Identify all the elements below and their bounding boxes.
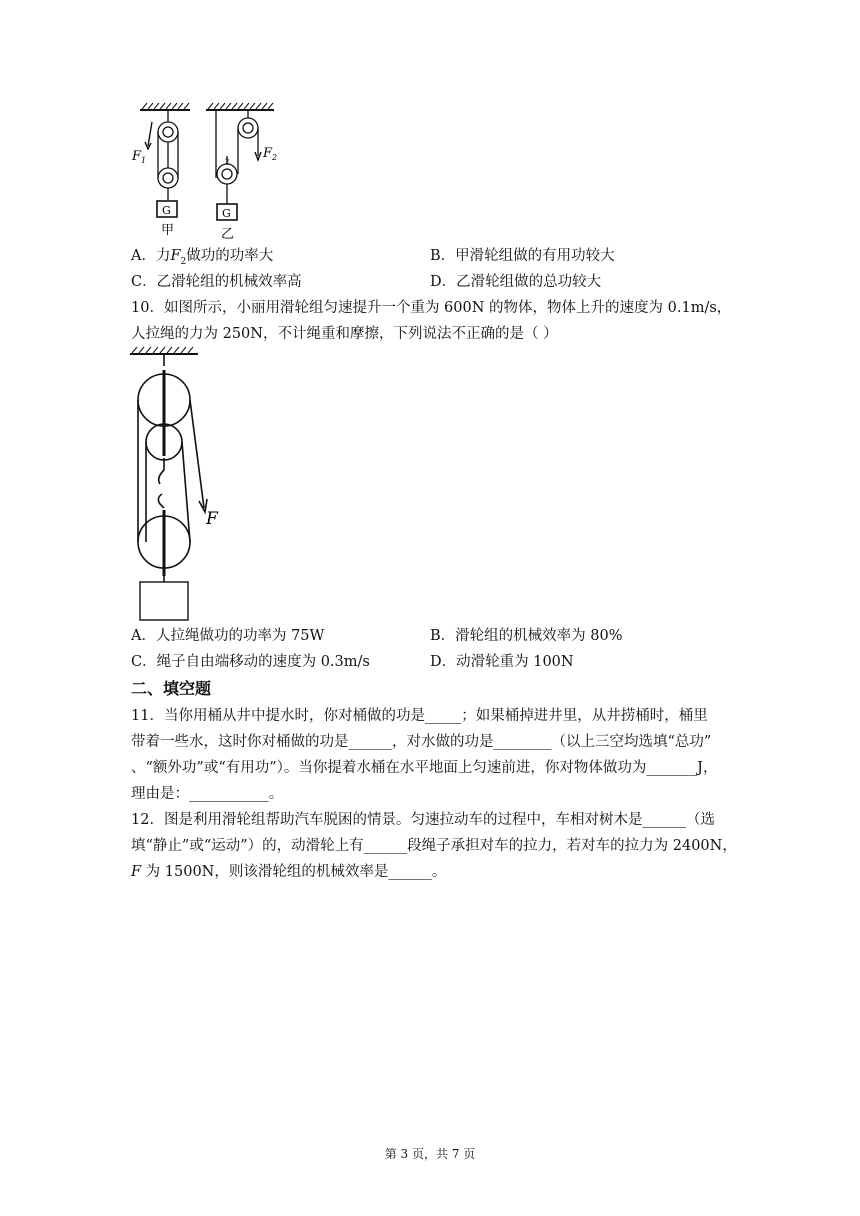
section-heading: 二、填空题: [131, 679, 212, 698]
q10-option-b: B．滑轮组的机械效率为 80%: [430, 628, 623, 644]
q11-line3: 、“额外功”或“有用功”）。当你提着水桶在水平地面上匀速前进，你对物体做功为_______J，: [131, 760, 718, 776]
q11-line1: 11．当你用桶从井中提水时，你对桶做的功是_____；如果桶掉进井里，从井捞桶时，桶里: [131, 708, 708, 724]
q10-option-d: D．动滑轮重为 100N: [430, 654, 574, 670]
q9-option-c: C．乙滑轮组的机械效率高: [131, 274, 302, 290]
q10-option-c: C．绳子自由端移动的速度为 0.3m/s: [131, 654, 370, 670]
left-pulley-system: [145, 110, 178, 217]
q10-ceiling: [130, 347, 198, 354]
weight-right-label: G: [222, 207, 231, 220]
q10-stem-line2: 人拉绳的力为 250N，不计绳重和摩擦，下列说法不正确的是（ ）: [131, 326, 558, 342]
q11-line4: 理由是：___________。: [131, 786, 284, 802]
right-ceiling: [206, 103, 274, 110]
q10-stem-line1: 10．如图所示，小丽用滑轮组匀速提升一个重为 600N 的物体，物体上升的速度为 0.1m/s，: [131, 300, 732, 316]
q10-pulleys: [138, 354, 207, 620]
q10-pulley-figure: [126, 346, 226, 622]
label-jia: 甲: [161, 223, 175, 238]
q9-pulley-figure: [128, 100, 288, 242]
q12-line2: 填“静止”或“运动”）的，动滑轮上有______段绳子承担对车的拉力，若对车的拉力为 2400N，: [131, 838, 737, 854]
q10-option-a: A．人拉绳做功的功率为 75W: [131, 628, 325, 644]
q9-option-d: D．乙滑轮组做的总功较大: [430, 274, 602, 290]
q9-option-b: B．甲滑轮组做的有用功较大: [430, 248, 615, 264]
page-footer: 第 3 页，共 7 页: [384, 1147, 476, 1161]
q11-line2: 带着一些水，这时你对桶做的功是______，对水做的功是________（以上三空均选填“总功”: [131, 734, 712, 750]
right-pulley-system: [216, 110, 261, 220]
force-f1-label: $F_1$: [132, 149, 147, 165]
force-f2-label: $F_2$: [263, 146, 278, 162]
q9-option-a: A．力$F_2$做功的功率大: [131, 248, 274, 267]
q10-force-label: F: [206, 509, 218, 529]
pulley-number: 2: [225, 158, 230, 166]
weight-left-label: G: [162, 204, 171, 217]
label-yi: 乙: [221, 227, 235, 242]
q12-line1: 12．图是利用滑轮组帮助汽车脱困的情景。匀速拉动车的过程中，车相对树木是______（选: [131, 812, 715, 828]
q12-line3: F 为 1500N，则该滑轮组的机械效率是______。: [131, 864, 447, 880]
left-ceiling: [140, 103, 190, 110]
